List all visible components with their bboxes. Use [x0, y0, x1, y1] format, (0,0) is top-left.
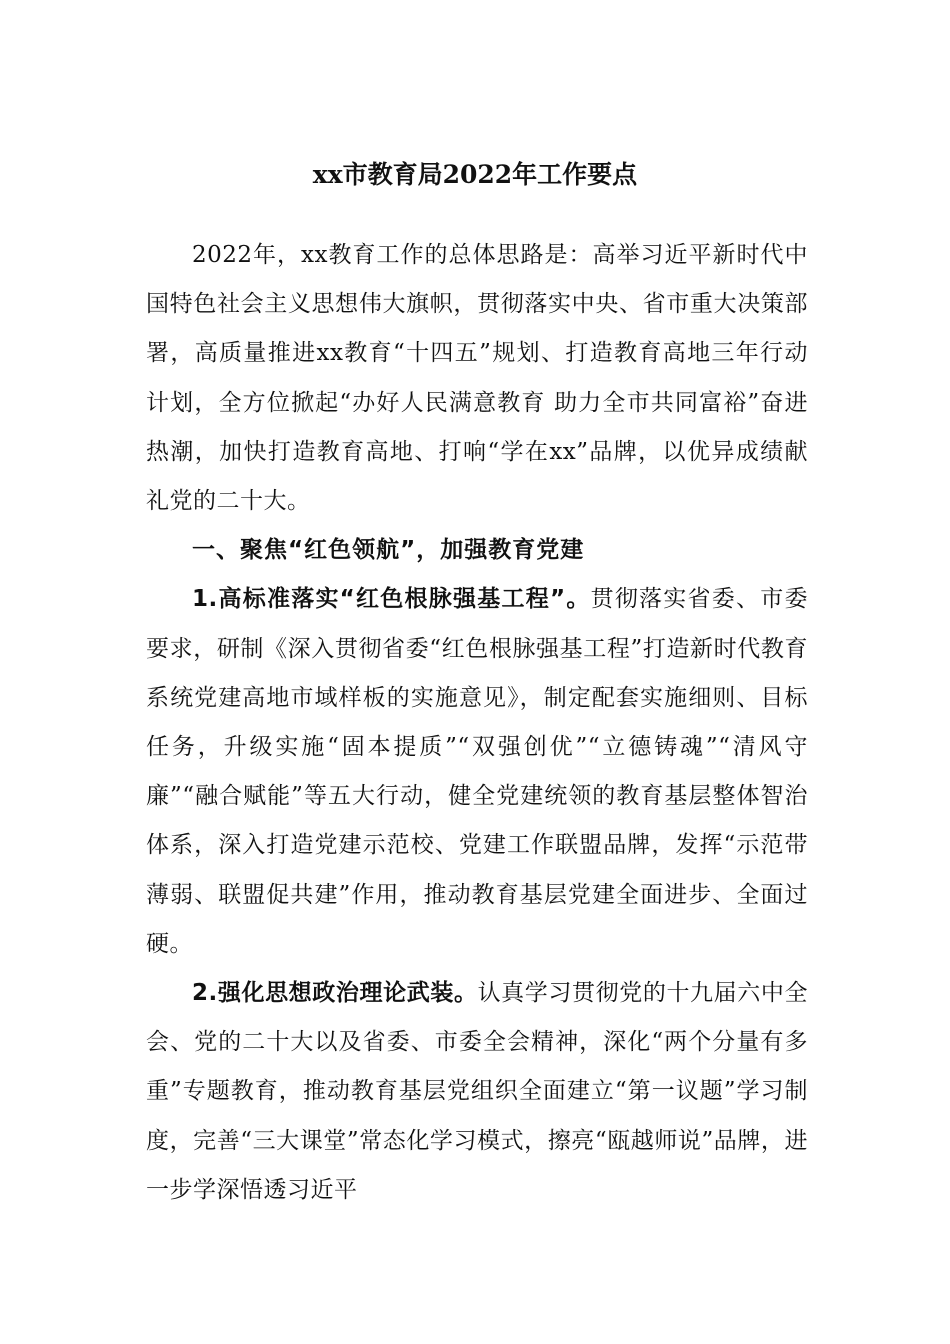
- item-2-paragraph: [146, 969, 808, 1215]
- section-heading: 一、聚焦“红色领航”，加强教育党建: [192, 537, 585, 564]
- document-body: [146, 231, 808, 1215]
- item-2-lead: 2.强化思想政治理论武装。: [192, 980, 478, 1007]
- item-1-lead: 1.高标准落实“红色根脉强基工程”。: [192, 586, 591, 613]
- item-1-text: 贯彻落实省委、市委要求，研制《深入贯彻省委“红色根脉强基工程”打造新时代教育系统党建高地市域样板的实施意见》，制定配套实施细则、目标任务，升级实施“固本提质”“双强创优”“立德铸魂”“清风守廉”“融合赋能”等五大行动，健全党建统领的教育基层整体智治体系，深入打造党建示范校、党建工作联盟品牌，发挥“示范带薄弱、联盟促共建”作用，推动教育基层党建全面进步、全面过硬。: [146, 586, 809, 957]
- item-2-text: 认真学习贯彻党的十九届六中全会、党的二十大以及省委、市委全会精神，深化“两个分量有多重”专题教育，推动教育基层党组织全面建立“第一议题”学习制度，完善“三大课堂”常态化学习模式，擦亮“瓯越师说”品牌，进一步学深悟透习近平: [146, 980, 808, 1203]
- document-title: xx市教育局2022年工作要点: [312, 160, 638, 189]
- intro-paragraph: 2022年，xx教育工作的总体思路是：高举习近平新时代中国特色社会主义思想伟大旗帜，贯彻落实中央、省市重大决策部署，高质量推进xx教育“十四五”规划、打造教育高地三年行动计划，全方位掀起“办好人民满意教育 助力全市共同富裕”奋进热潮，加快打造教育高地、打响“学在xx”品牌，以优异成绩献礼党的二十大。: [146, 242, 808, 515]
- item-1-paragraph: [146, 575, 808, 969]
